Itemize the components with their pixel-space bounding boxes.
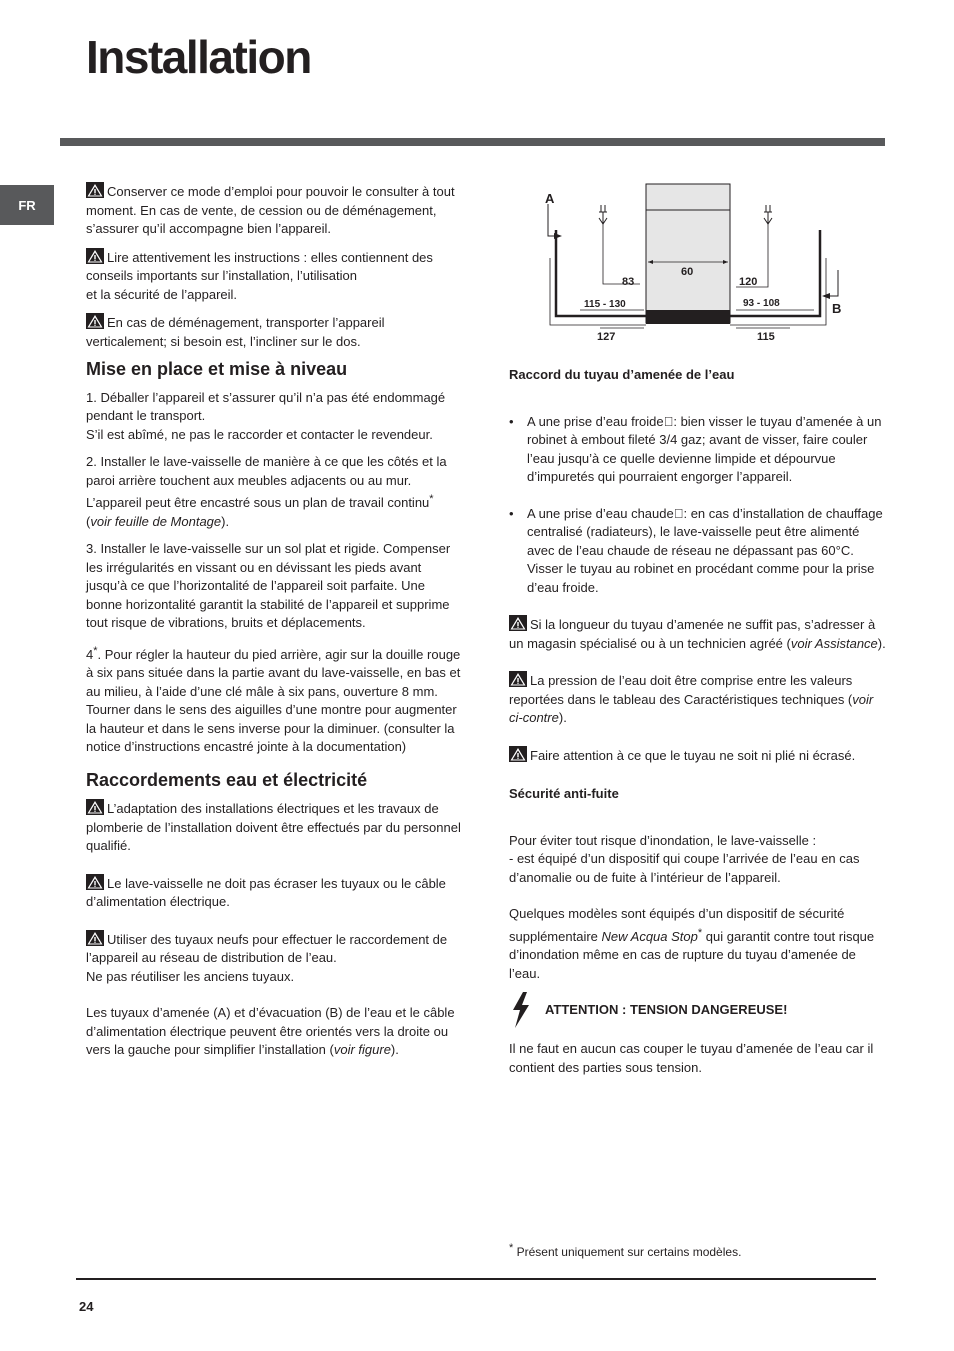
montage-reference: voir feuille de Montage (90, 513, 222, 529)
language-tab: FR (0, 185, 54, 225)
footnote-star: * (697, 926, 703, 939)
footnote: * Présent uniquement sur certains modèles. (509, 1242, 742, 1259)
page-number: 24 (79, 1299, 94, 1314)
footnote-star: * (93, 644, 98, 657)
specs-reference: voir ci-contre (509, 691, 874, 725)
page-title: Installation (86, 31, 311, 83)
label-a: A (545, 191, 555, 206)
list-item-hot-water: • A une prise d’eau chaude : en cas d’installation de chauffage centralisé (radiateurs), le lave-vaisselle peut être alimenté avec de l’eau chaude de réseau ne dépassant pas 60°C. Visser le tuyau au robinet en procédant comme pour la prise d’eau froide. (509, 505, 887, 598)
warning-icon (86, 799, 104, 815)
footnote-star: * (429, 493, 434, 505)
attention-paragraph: Il ne faut en aucun cas couper le tuyau d’amenée de l’eau car il contient des parties sous tension. (509, 1041, 874, 1075)
dim-60: 60 (681, 266, 694, 278)
heading-anti-leak: Sécurité anti-fuite (509, 786, 619, 801)
step-4: 4*. Pour régler la hauteur du pied arrière, agir sur la douille rouge à six pans située dans la partie avant du lave-vaisselle, en bas et au milieu, à l’aide d’une clé mâle à six pans, ouverture 8 mm. Tourner dans le sens des aiguilles d’une montre pour augmenter la hauteur et dans le sens inverse pour la diminuer. (consulter la notice d’instructions encastré jointe à la documentation) (86, 644, 461, 754)
inlet-list (509, 413, 887, 598)
installation-diagram (540, 182, 860, 350)
section-heading-placement: Mise en place et mise à niveau (86, 359, 348, 379)
warning-icon (86, 182, 104, 198)
warning-keep-manual: Conserver ce mode d’emploi pour pouvoir le consulter à tout moment. En cas de vente, de cession ou de déménagement, s’assurer qu’il accompagne bien l’appareil. (86, 184, 455, 236)
right-column (509, 360, 887, 1086)
dim-115-130: 115 - 130 (584, 299, 626, 310)
step-1: 1. Déballer l’appareil et s’assurer qu’il n’a pas été endommagé pendant le transport. S’il est abîmé, ne pas le raccorder et contacter le revendeur. (86, 389, 446, 442)
warning-new-hoses: Utiliser des tuyaux neufs pour effectuer le raccordement de l’appareil au réseau de distribution de l’eau. Ne pas réutiliser les anciens tuyaux. (86, 931, 448, 984)
dim-83: 83 (622, 276, 635, 288)
warning-no-crush: Le lave-vaisselle ne doit pas écraser les tuyaux ou le câble d’alimentation électrique. (86, 875, 446, 909)
warning-icon (509, 615, 527, 631)
dim-93-108: 93 - 108 (743, 298, 780, 309)
label-b: B (832, 301, 842, 316)
assistance-reference: voir Assistance (790, 635, 878, 651)
warning-qualified-staff: L’adaptation des installations électriques et les travaux de plomberie de l’installation doivent être effectués par du personnel qualifié. (86, 801, 461, 853)
attention-voltage: ATTENTION : TENSION DANGEREUSE! (509, 992, 887, 1028)
top-divider (60, 138, 885, 146)
warning-hose-length: Si la longueur du tuyau d’amenée ne suffit pas, s’adresser à un magasin spécialisé ou à un technicien agréé (voir Assistance). (509, 617, 886, 651)
bottom-divider (76, 1278, 876, 1280)
warning-pressure: La pression de l’eau doit être comprise entre les valeurs reportées dans le tableau des Caractéristiques techniques (voir ci-contre). (509, 673, 874, 725)
figure-reference: voir figure (333, 1042, 391, 1057)
warning-read-instructions: Lire attentivement les instructions : elles contiennent des conseils importants sur l’installation, l’utilisation et la sécurité de l’appareil. (86, 249, 433, 302)
step-2: 2. Installer le lave-vaisselle de manière à ce que les côtés et la paroi arrière touchent aux meubles adjacents ou au mur. L’appareil peut être encastré sous un plan de travail continu* (voir feuille de Montage). (86, 454, 447, 529)
warning-icon (509, 671, 527, 687)
anti-leak-paragraph: Pour éviter tout risque d’inondation, le lave-vaisselle : - est équipé d’un dispositif qui coupe l’arrivée de l’eau en cas d’anomalie ou de fuite à l’intérieur de l’appareil. (509, 832, 860, 885)
dim-120: 120 (739, 276, 758, 288)
list-item-cold-water: • A une prise d’eau froide : bien visser le tuyau d’amenée à un robinet à embout fileté 3/4 gaz; avant de visser, faire couler l’eau jusqu’à ce quelle devienne limpide et dépourvue d’impuretés qui pourraient engorger l’appareil. (509, 413, 887, 487)
warning-icon (86, 930, 104, 946)
hose-orientation-paragraph: Les tuyaux d’amenée (A) et d’évacuation (B) de l’eau et le câble d’alimentation électrique peuvent être orientés vers la droite ou vers la gauche pour simplifier l’installation (voir figure). (86, 1005, 455, 1057)
dim-115: 115 (757, 331, 775, 343)
warning-icon (509, 746, 527, 762)
left-column (86, 182, 461, 1069)
dim-127: 127 (597, 331, 616, 343)
acqua-stop-brand: New Acqua Stop (601, 928, 698, 944)
lightning-bolt-icon (509, 992, 533, 1028)
warning-icon (86, 248, 104, 264)
warning-no-kink: Faire attention à ce que le tuyau ne soit ni plié ni écrasé. (509, 746, 887, 766)
step-3: 3. Installer le lave-vaisselle sur un sol plat et rigide. Compenser les irrégularités en vissant ou en dévissant les pieds avant jusqu’à ce que l’horizontalité de l’appareil soit parfaite. Une bonne horizontalité garantit la stabilité de l’appareil et supprime tout risque de vibrations, bruits et déplacements. (86, 541, 451, 630)
warning-icon (86, 313, 104, 329)
acqua-stop-paragraph: Quelques modèles sont équipés d’un dispositif de sécurité supplémentaire New Acqua Stop* qui garantit contre tout risque d’inondation même en cas de rupture du tuyau d’amenée de l’eau. (509, 906, 875, 981)
warning-icon (86, 874, 104, 890)
heading-inlet-hose: Raccord du tuyau d’amenée de l’eau (509, 367, 735, 382)
warning-transport: En cas de déménagement, transporter l’appareil verticalement; si besoin est, l’incliner sur le dos. (86, 315, 385, 349)
section-heading-connections: Raccordements eau et électricité (86, 769, 368, 790)
